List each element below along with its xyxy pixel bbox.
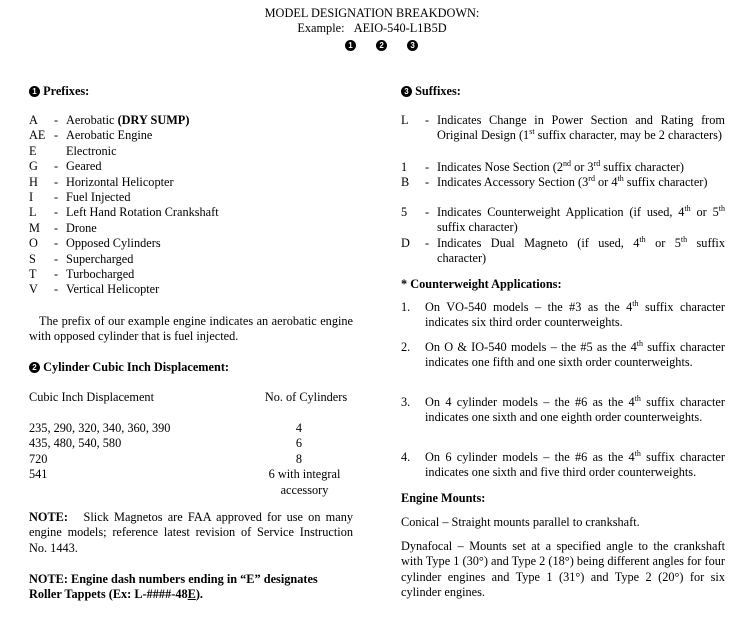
- document-title: MODEL DESIGNATION BREAKDOWN:: [264, 6, 480, 20]
- table-row-displacement: 541: [29, 467, 48, 482]
- counterweight-heading: * Counterweight Applications:: [401, 277, 562, 291]
- displacement-col-header: Cubic Inch Displacement: [29, 390, 154, 404]
- table-row-displacement: 235, 290, 320, 340, 360, 390: [29, 421, 171, 435]
- prefix-item: L - Left Hand Rotation Crankshaft: [29, 205, 219, 220]
- example-markers: [345, 38, 418, 53]
- table-row-cylinders: 8: [295, 451, 303, 466]
- marker-1-icon: 1: [345, 40, 356, 51]
- displacement-heading: 2 Cylinder Cubic Inch Displacement:: [29, 360, 229, 375]
- conical-mount-text: Conical – Straight mounts parallel to crankshaft.: [401, 515, 640, 529]
- marker-3-icon: 3: [407, 40, 418, 51]
- table-row-cylinders: 6 with integral accessory: [268, 467, 341, 497]
- prefix-item: V - Vertical Helicopter: [29, 282, 160, 297]
- magneto-note: NOTE: Slick Magnetos are FAA approved for use on many engine models; reference latest revision of Service Instruction No. 1443.: [29, 510, 353, 555]
- marker-2-icon: 2: [376, 40, 387, 51]
- table-row-cylinders: 6: [295, 436, 303, 451]
- prefix-item: AE - Aerobatic Engine: [29, 128, 153, 143]
- table-row-displacement: 720: [29, 451, 48, 466]
- prefix-item: O - Opposed Cylinders: [29, 236, 161, 251]
- example-line: Example: AEIO-540-L1B5D: [297, 21, 447, 35]
- prefix-item: T - Turbocharged: [29, 267, 135, 281]
- prefix-item: H - Horizontal Helicopter: [29, 174, 174, 189]
- engine-mounts-heading: Engine Mounts:: [401, 491, 486, 505]
- prefix-example-note: The prefix of our example engine indicates an aerobatic engine with opposed cylinder that is fuel injected.: [29, 314, 353, 344]
- suffix-item: 1 - Indicates Nose Section (2nd or 3rd suffix character): [401, 158, 684, 174]
- prefixes-marker-icon: 1: [29, 86, 40, 97]
- dynafocal-mount-text: Dynafocal – Mounts set at a specified angle to the crankshaft with Type 1 (30°) and Type 2 (18°) being different angles for four cylinder engines and Type 1 (31°) and Type 2 (20°) for six cylinder engines.: [401, 539, 725, 600]
- suffix-item: B - Indicates Accessory Section (3rd or 4th suffix character): [401, 174, 708, 189]
- prefix-item: M - Drone: [29, 220, 97, 235]
- prefix-item: S - Supercharged: [29, 251, 134, 266]
- suffixes-heading: 3 Suffixes:: [401, 84, 461, 99]
- example-model: AEIO-540-L1B5D: [353, 21, 447, 35]
- prefix-item: G - Geared: [29, 159, 102, 174]
- displacement-marker-icon: 2: [29, 362, 40, 373]
- roller-tappet-note: NOTE: Engine dash numbers ending in “E” designates Roller Tappets (Ex: L-####-48E).: [29, 572, 318, 602]
- prefixes-heading: 1 Prefixes:: [29, 84, 89, 99]
- table-row-cylinders: 4: [295, 421, 303, 435]
- table-row-displacement: 435, 480, 540, 580: [29, 436, 122, 451]
- prefix-item: I - Fuel Injected: [29, 190, 131, 204]
- prefix-item: E Electronic: [29, 143, 117, 158]
- suffix-item: 5 - Indicates Counterweight Application (if used, 4th or 5th suffix character): [401, 204, 725, 235]
- suffixes-marker-icon: 3: [401, 86, 412, 97]
- suffix-item: D - Indicates Dual Magneto (if used, 4th or 5th suffix character): [401, 235, 725, 266]
- prefix-item: A - Aerobatic (DRY SUMP): [29, 113, 190, 127]
- cylinders-col-header: No. of Cylinders: [264, 390, 348, 404]
- suffix-item: L - Indicates Change in Power Section and Rating from Original Design (1st suffix character, may be 2 characters): [401, 113, 725, 143]
